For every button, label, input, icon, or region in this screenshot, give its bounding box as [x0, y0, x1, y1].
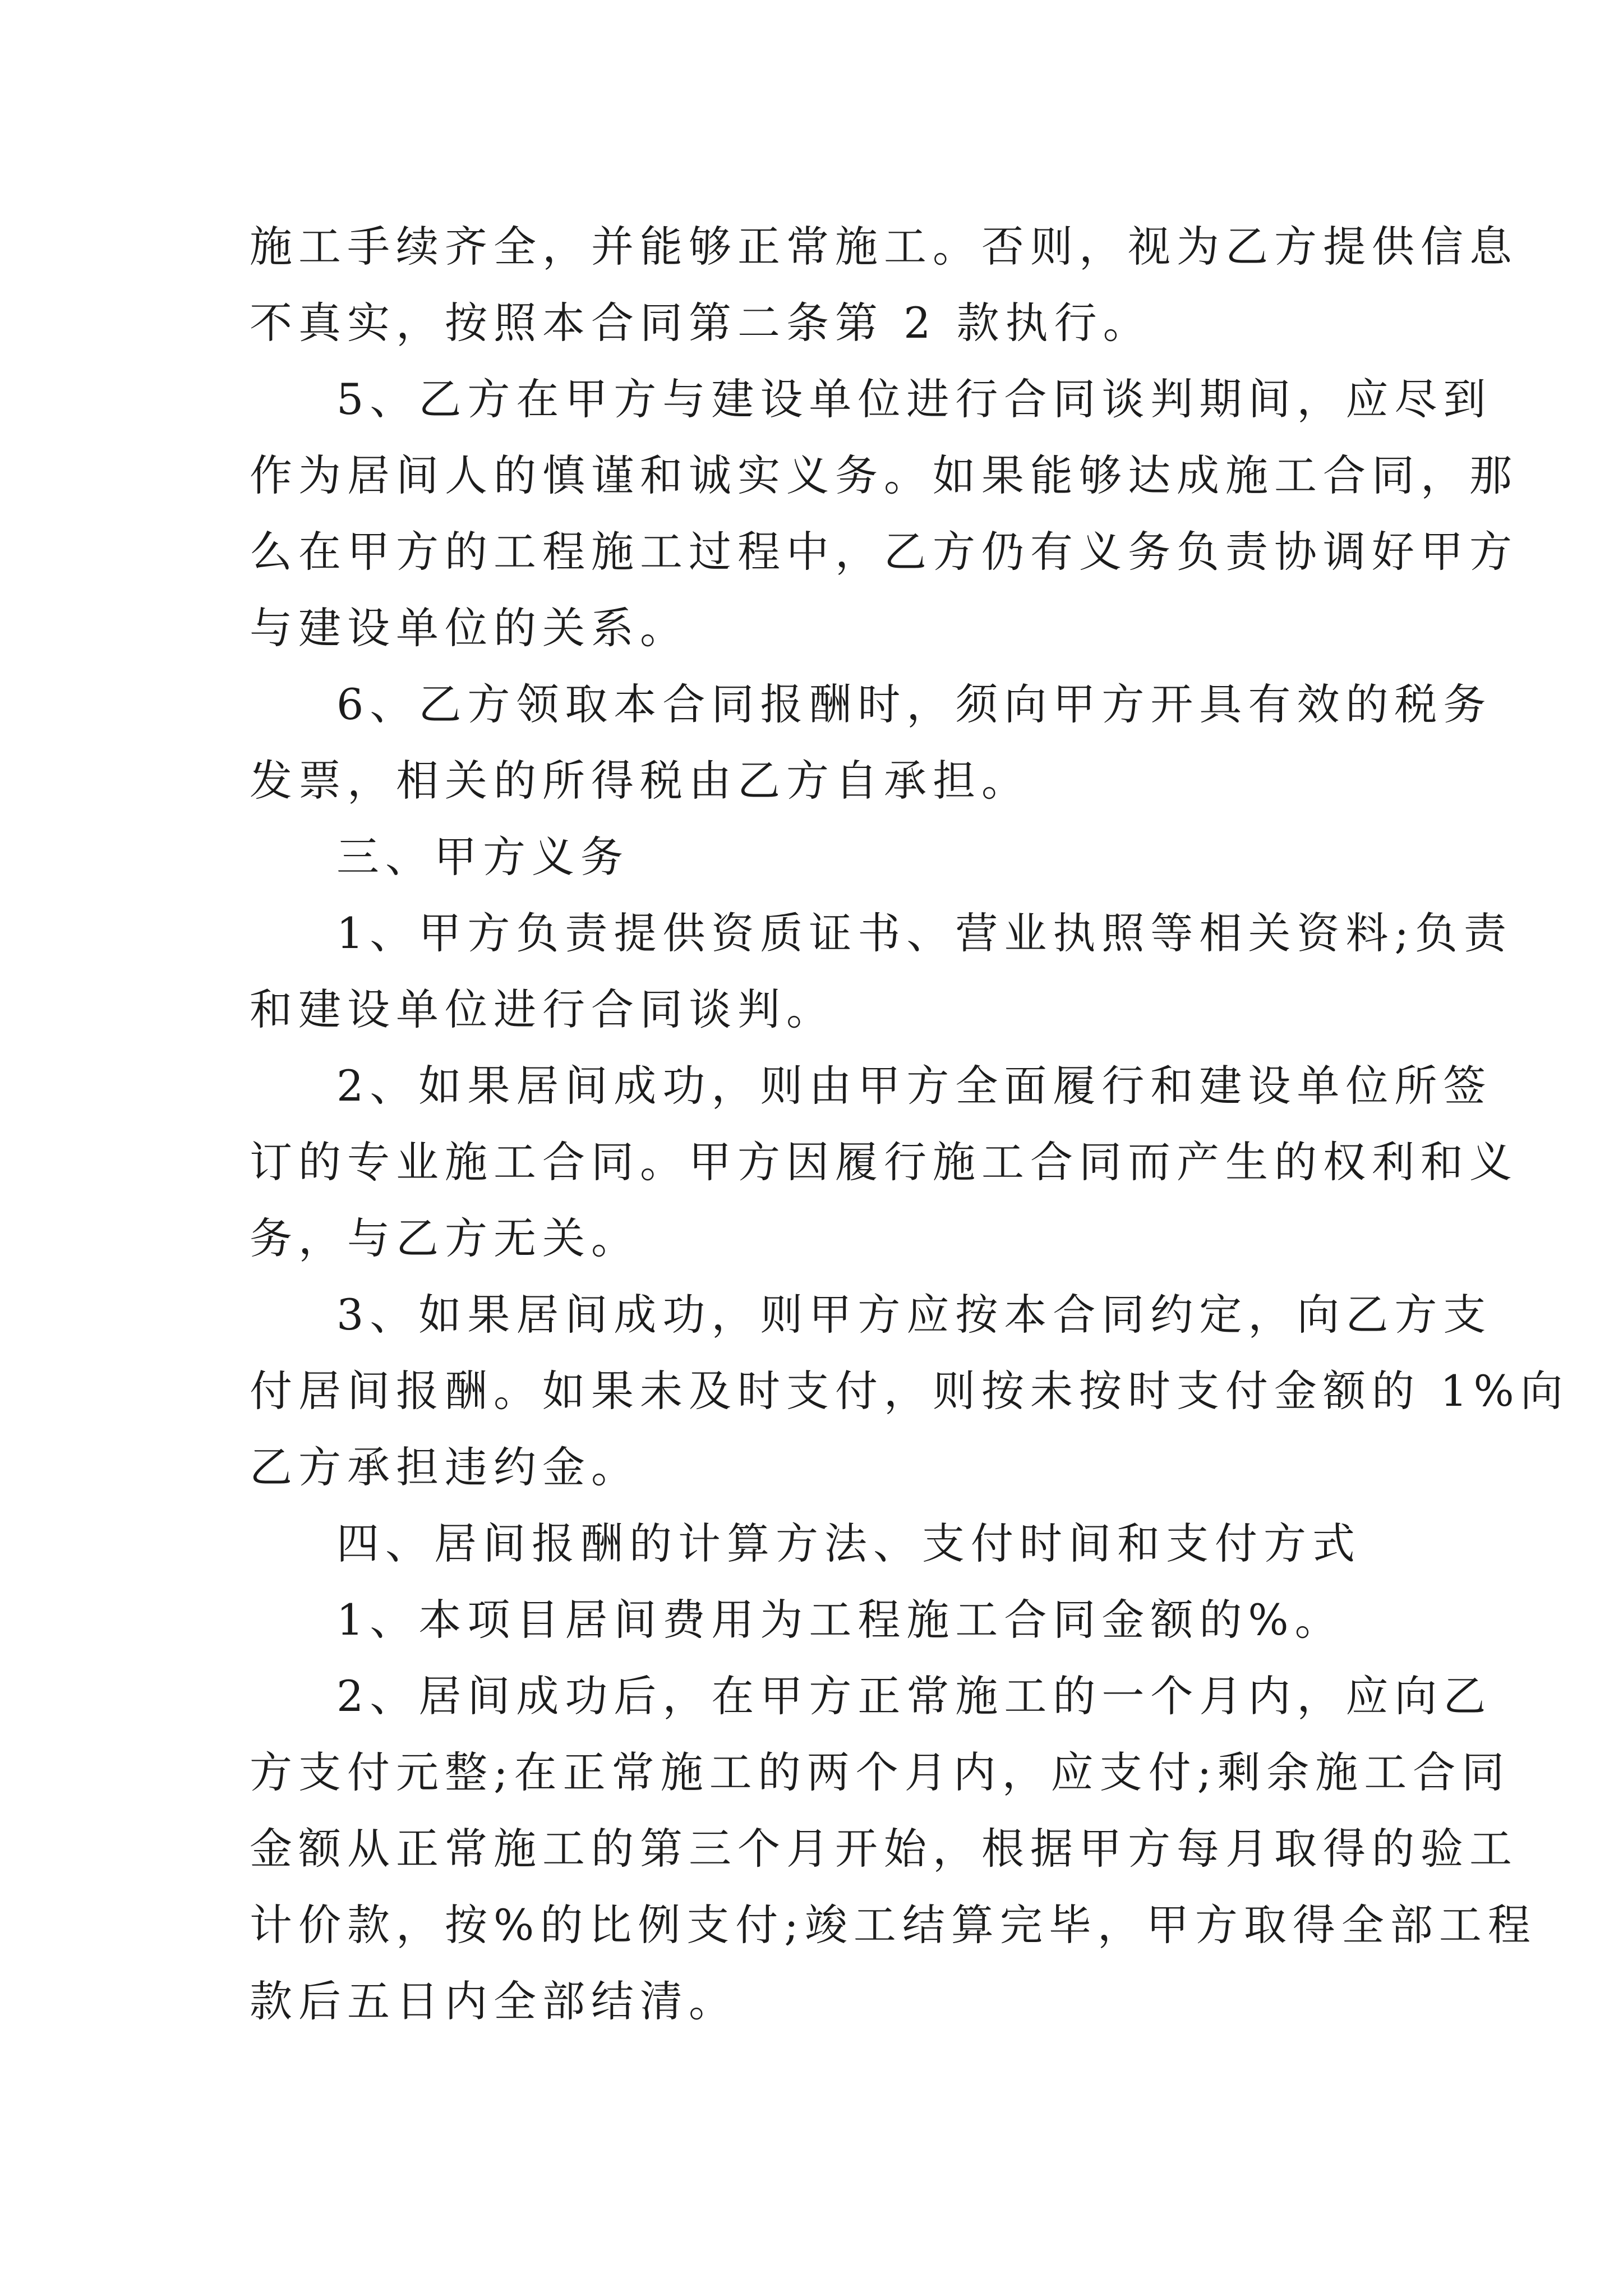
text-line: 务，与乙方无关。 — [250, 1213, 640, 1263]
text-line: 2、如果居间成功，则由甲方全面履行和建设单位所签 — [336, 1061, 1492, 1111]
text-line: 方支付元整;在正常施工的两个月内，应支付;剩余施工合同 — [250, 1747, 1511, 1797]
text-line: 付居间报酬。如果未及时支付，则按未按时支付金额的 1%向 — [250, 1366, 1569, 1416]
text-line: 款后五日内全部结清。 — [250, 1976, 737, 2026]
text-line: 发票，相关的所得税由乙方自承担。 — [250, 756, 1030, 806]
text-line: 施工手续齐全，并能够正常施工。否则，视为乙方提供信息 — [250, 222, 1518, 272]
text-line: 1、甲方负责提供资质证书、营业执照等相关资料;负责 — [336, 908, 1513, 958]
section-heading: 四、居间报酬的计算方法、支付时间和支付方式 — [336, 1519, 1361, 1568]
text-line: 作为居间人的慎谨和诚实义务。如果能够达成施工合同，那 — [250, 450, 1518, 500]
body-text — [250, 209, 1569, 2040]
text-line: 2、居间成功后，在甲方正常施工的一个月内，应向乙 — [336, 1671, 1492, 1721]
text-line: 么在甲方的工程施工过程中，乙方仍有义务负责协调好甲方 — [250, 527, 1518, 577]
text-line: 与建设单位的关系。 — [250, 603, 689, 653]
text-line: 计价款，按%的比例支付;竣工结算完毕，甲方取得全部工程 — [250, 1900, 1537, 1950]
text-line: 5、乙方在甲方与建设单位进行合同谈判期间，应尽到 — [336, 374, 1492, 424]
text-line: 和建设单位进行合同谈判。 — [250, 984, 835, 1034]
section-heading: 三、甲方义务 — [336, 832, 629, 882]
text-line: 1、本项目居间费用为工程施工合同金额的%。 — [336, 1595, 1344, 1645]
text-line: 6、乙方领取本合同报酬时，须向甲方开具有效的税务 — [336, 679, 1492, 729]
text-line: 金额从正常施工的第三个月开始，根据甲方每月取得的验工 — [250, 1824, 1518, 1874]
text-line: 3、如果居间成功，则甲方应按本合同约定，向乙方支 — [336, 1290, 1492, 1340]
text-line: 乙方承担违约金。 — [250, 1442, 640, 1492]
text-line: 订的专业施工合同。甲方因履行施工合同而产生的权利和义 — [250, 1137, 1518, 1187]
text-line: 不真实，按照本合同第二条第 2 款执行。 — [250, 298, 1152, 348]
